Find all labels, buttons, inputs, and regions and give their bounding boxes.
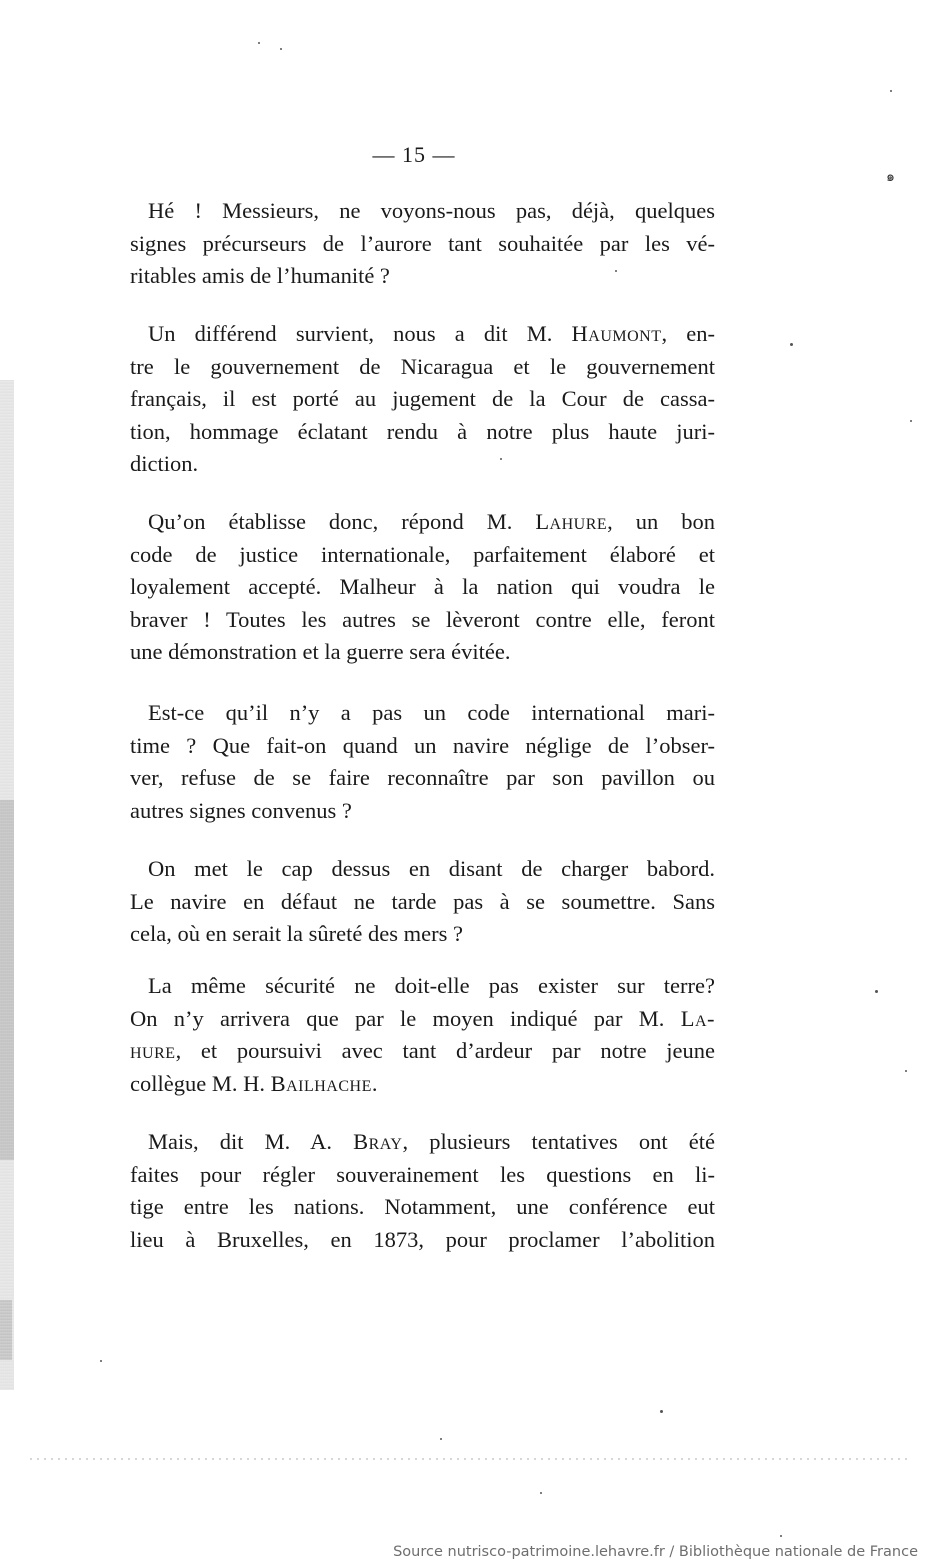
- text-line: signes précurseurs de l’aurore tant souhaitée par les vé-: [130, 230, 715, 256]
- text-line: diction.: [130, 451, 199, 476]
- proper-name: hure: [130, 1038, 176, 1063]
- text-line: code de justice internationale, parfaitement élaboré et: [130, 541, 715, 567]
- text-line: ritables amis de l’humanité ?: [130, 263, 390, 288]
- scan-speck: [790, 343, 793, 346]
- scan-speck: [440, 1438, 442, 1440]
- paragraph: [130, 318, 715, 481]
- text-line: On met le cap dessus en disant de charger babord.: [148, 856, 715, 881]
- text-run: Qu’on établisse donc, répond M.: [148, 509, 536, 534]
- page-number: — 15 —: [372, 142, 456, 167]
- text-line: Le navire en défaut ne tarde pas à se soumettre. Sans: [130, 888, 715, 914]
- text-line: ver, refuse de se faire reconnaître par son pavillon ou: [130, 765, 715, 790]
- text-line: loyalement accepté. Malheur à la nation qui voudra le: [130, 574, 715, 599]
- paragraph: [130, 195, 715, 293]
- text-run: On n’y arrivera que par le moyen indiqué par M.: [130, 1005, 681, 1031]
- scan-speck: [910, 420, 912, 422]
- proper-name: Bray: [353, 1129, 403, 1154]
- paragraph: [130, 506, 715, 669]
- text-line: tige entre les nations. Notamment, une conférence eut: [130, 1194, 715, 1219]
- text-line: [130, 1068, 715, 1101]
- ink-blot-icon: ๑: [886, 170, 895, 185]
- text-line: [130, 318, 715, 351]
- text-run: , plusieurs tentatives ont été: [402, 1129, 715, 1154]
- text-line: Est-ce qu’il n’y a pas un code international mari-: [148, 700, 715, 725]
- text-line: La même sécurité ne doit-elle pas exister sur terre?: [148, 973, 715, 998]
- binding-shadow-bottom: [0, 1300, 12, 1360]
- proper-name: Haumont: [571, 321, 662, 346]
- text-line: [130, 1126, 715, 1159]
- scan-speck: [280, 48, 282, 50]
- scan-speck: [100, 1360, 102, 1362]
- scan-speck: [660, 1410, 663, 1413]
- text-line: autres signes convenus ?: [130, 797, 352, 823]
- text-line: lieu à Bruxelles, en 1873, pour proclamer l’abolition: [130, 1226, 715, 1252]
- scan-speck: [615, 270, 617, 272]
- bleed-through-marks: [30, 1458, 910, 1460]
- text-line: [130, 506, 715, 539]
- paragraph: [130, 697, 715, 827]
- proper-name: Lahure: [535, 509, 608, 534]
- scan-speck: [540, 1492, 542, 1494]
- scan-speck: [905, 1070, 907, 1072]
- scan-speck: [500, 458, 502, 460]
- scan-speck: [890, 90, 892, 92]
- text-line: français, il est porté au jugement de la Cour de cassa-: [130, 386, 715, 411]
- scan-speck: [258, 42, 260, 44]
- scan-speck: [780, 1535, 782, 1537]
- proper-name: Bailhache: [270, 1070, 372, 1096]
- text-line: tion, hommage éclatant rendu à notre plus haute juri-: [130, 418, 715, 444]
- text-run: , en-: [661, 321, 715, 346]
- text-run: , un bon: [607, 509, 715, 534]
- source-attribution: Source nutrisco-patrimoine.lehavre.fr / Bibliothèque nationale de France: [393, 1544, 918, 1560]
- text-run: Mais, dit M. A.: [148, 1129, 354, 1154]
- text-line: [130, 1003, 715, 1036]
- text-line: [130, 1035, 715, 1068]
- paragraph: [130, 970, 715, 1100]
- text-run: Un différend survient, nous a dit M.: [148, 321, 572, 346]
- text-run: collègue M. H.: [130, 1070, 271, 1096]
- paragraph: [130, 1126, 715, 1256]
- text-line: une démonstration et la guerre sera évitée.: [130, 639, 511, 664]
- text-run: , et poursuivi avec tant d’ardeur par notre jeune: [175, 1038, 715, 1063]
- text-run: .: [371, 1070, 378, 1096]
- text-line: Hé ! Messieurs, ne voyons-nous pas, déjà, quelques: [148, 198, 715, 223]
- binding-shadow-dark: [0, 800, 14, 1160]
- paragraph: [130, 853, 715, 951]
- text-line: time ? Que fait-on quand un navire néglige de l’obser-: [130, 732, 715, 758]
- scan-speck: [875, 990, 878, 993]
- text-line: cela, où en serait la sûreté des mers ?: [130, 921, 463, 946]
- text-line: braver ! Toutes les autres se lèveront contre elle, feront: [130, 606, 715, 632]
- text-line: tre le gouvernement de Nicaragua et le gouvernement: [130, 353, 715, 379]
- text-line: faites pour régler souverainement les questions en li-: [130, 1161, 715, 1187]
- proper-name: La-: [680, 1005, 715, 1031]
